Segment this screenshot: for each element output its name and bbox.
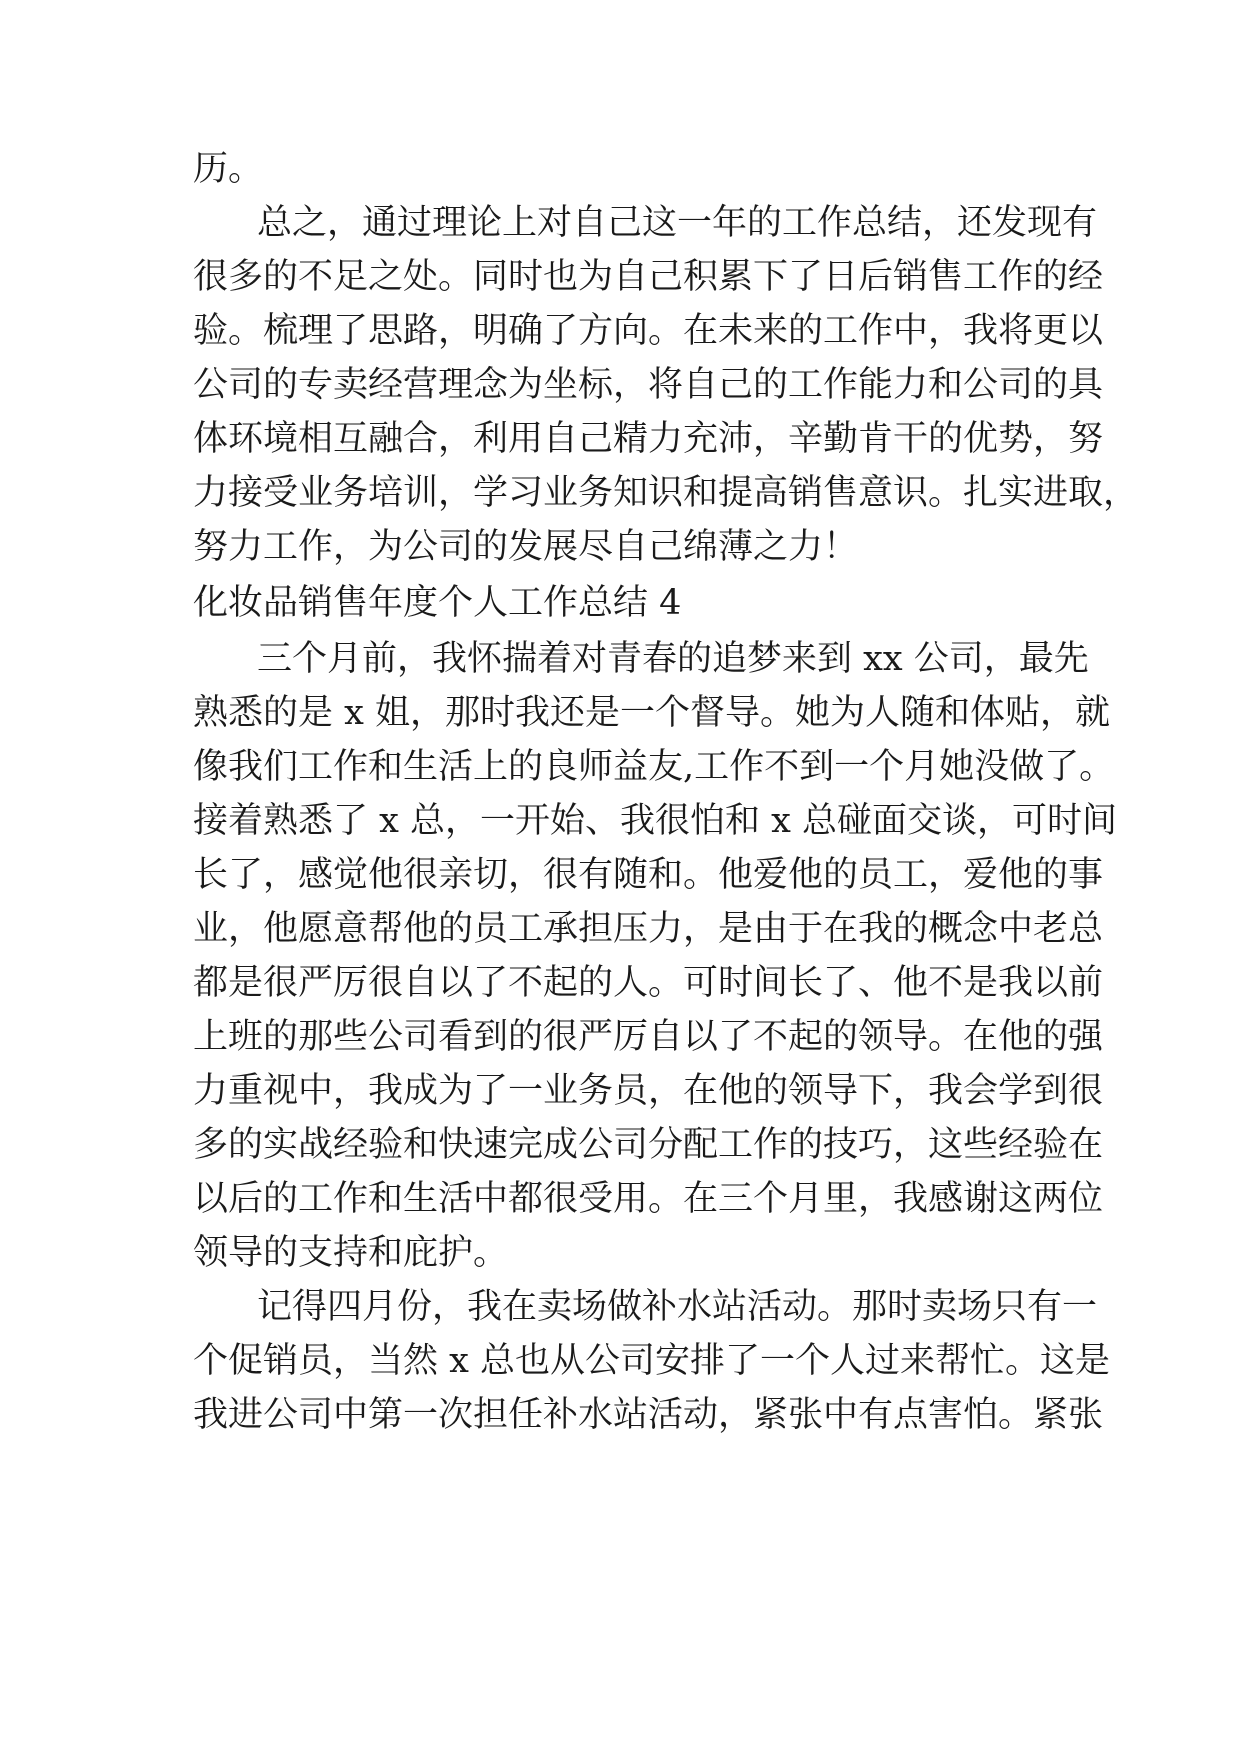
- text-line: 力重视中，我成为了一业务员，在他的领导下，我会学到很: [193, 1071, 1104, 1111]
- paragraph-start-line: 记得四月份，我在卖场做补水站活动。那时卖场只有一: [257, 1287, 1098, 1327]
- section-heading: 化妆品销售年度个人工作总结 4: [193, 583, 682, 623]
- text-line: 长了，感觉他很亲切，很有随和。他爱他的员工，爱他的事: [193, 855, 1104, 895]
- text-line: 像我们工作和生活上的良师益友,工作不到一个月她没做了。: [193, 747, 1115, 787]
- text-line: 接着熟悉了 x 总，一开始、我很怕和 x 总碰面交谈，可时间: [193, 801, 1117, 841]
- text-line: 历。: [193, 149, 264, 189]
- text-line: 我进公司中第一次担任补水站活动，紧张中有点害怕。紧张: [193, 1395, 1104, 1435]
- paragraph-start-line: 三个月前，我怀揣着对青春的追梦来到 xx 公司，最先: [257, 639, 1089, 679]
- text-line: 以后的工作和生活中都很受用。在三个月里，我感谢这两位: [193, 1179, 1104, 1219]
- text-line: 验。梳理了思路，明确了方向。在未来的工作中，我将更以: [193, 311, 1104, 351]
- paragraph-start-line: 总之，通过理论上对自己这一年的工作总结，还发现有: [257, 203, 1098, 243]
- text-line: 多的实战经验和快速完成公司分配工作的技巧，这些经验在: [193, 1125, 1104, 1165]
- text-line: 个促销员，当然 x 总也从公司安排了一个人过来帮忙。这是: [193, 1341, 1110, 1381]
- text-line: 都是很严厉很自以了不起的人。可时间长了、他不是我以前: [193, 963, 1104, 1003]
- text-line: 领导的支持和庇护。: [193, 1233, 509, 1273]
- text-line: 熟悉的是 x 姐，那时我还是一个督导。她为人随和体贴，就: [193, 693, 1110, 733]
- text-line: 努力工作，为公司的发展尽自己绵薄之力！: [193, 527, 859, 567]
- text-line: 力接受业务培训，学习业务知识和提高销售意识。扎实进取，: [193, 473, 1139, 513]
- text-line: 公司的专卖经营理念为坐标，将自己的工作能力和公司的具: [193, 365, 1104, 405]
- text-line: 业，他愿意帮他的员工承担压力，是由于在我的概念中老总: [193, 909, 1104, 949]
- text-line: 很多的不足之处。同时也为自己积累下了日后销售工作的经: [193, 257, 1104, 297]
- text-line: 上班的那些公司看到的很严厉自以了不起的领导。在他的强: [193, 1017, 1104, 1057]
- text-line: 体环境相互融合，利用自己精力充沛，辛勤肯干的优势，努: [193, 419, 1104, 459]
